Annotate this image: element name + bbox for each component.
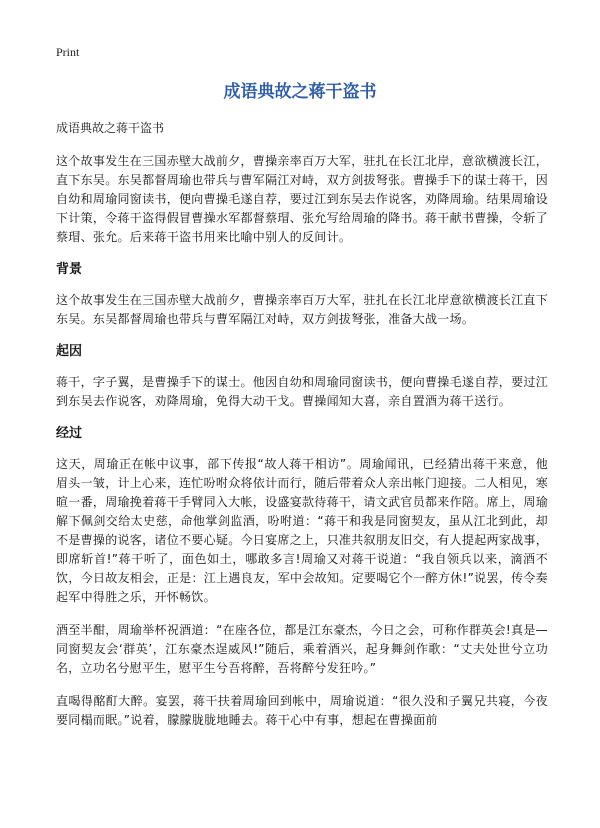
article-body: [56, 120, 548, 744]
section-heading: 背景: [56, 262, 83, 277]
intro-paragraph: 这个故事发生在三国赤壁大战前夕，曹操亲率百万大军，驻扎在长江北岸，意欲横渡长江，直下东吴。东吴都督周瑜也带兵与曹军隔江对峙，双方剑拔弩张。曹操手下的谋士蒋干，因自幼和周瑜同窗读书，便向曹操毛遂自荐，要过江到东吴去作说客，劝降周瑜。结果周瑜设下计策，令蒋干盗得假冒曹操水军都督蔡瑁、张允写给周瑜的降书。蒋干献书曹操，令斩了蔡瑁、张允。后来蒋干盗书用来比喻中别人的反间计。: [56, 154, 549, 244]
page-title: 成语典故之蒋干盗书: [223, 82, 377, 102]
section-paragraph: 直喝得酩酊大醉。宴罢，蒋干扶着周瑜回到帐中，周瑜说道：“很久没和子翼兄共寝，今夜要同榻而眠。”说着，朦朦胧胧地睡去。蒋干心中有事，想起在曹操面前: [56, 694, 548, 727]
section-paragraph: 这天，周瑜正在帐中议事，部下传报“故人蒋干相访”。周瑜闻讯，已经猜出蒋干来意，他眉头一皱，计上心来，连忙吩咐众将依计而行，随后带着众人亲出帐门迎接。二人相见，寒暄一番，周瑜挽着蒋干手臂同入大帐，设盛宴款待蒋干，请文武官员都来作陪。席上，周瑜解下佩剑交给太史慈，命他掌剑监酒，吩咐道：“蒋干和我是同窗契友，虽从江北到此，却不是曹操的说客，诸位不要心疑。今日宴席之上，只准共叙朋友旧交，有人提起两家战事，即席斩首!”蒋干听了，面色如土，哪敢多言!周瑜又对蒋干说道：“我自领兵以来，滴酒不饮，今日故友相会，正是：江上遇良友，军中会故知。定要喝它个一醉方休!”说罢，传令奏起军中得胜之乐，开怀畅饮。: [56, 457, 549, 604]
section-paragraph: 蒋干，字子翼，是曹操手下的谋士。他因自幼和周瑜同窗读书，便向曹操毛遂自荐，要过江到东吴去作说客，劝降周瑜，免得大动干戈。曹操闻知大喜，亲自置酒为蒋干送行。: [56, 375, 549, 408]
section-paragraph: 这个故事发生在三国赤壁大战前夕，曹操亲率百万大军，驻扎在长江北岸意欲横渡长江直下东吴。东吴都督周瑜也带兵与曹军隔江对峙，双方剑拔弩张，准备大战一场。: [56, 293, 549, 326]
section-process: [56, 425, 548, 730]
section-paragraph: 酒至半酣，周瑜举杯祝酒道：“在座各位，都是江东豪杰，今日之会，可称作群英会!真是—同窗契友会‘群英’，江东豪杰逞威风!”随后，乘着酒兴，起身舞剑作歌：“丈夫处世兮立功名，立功名兮慰平生，慰平生兮吾将醉，吾将醉兮发狂吟。”: [56, 623, 548, 675]
section-cause: [56, 343, 548, 411]
print-label: Print: [56, 45, 80, 59]
section-background: [56, 261, 548, 329]
article-subtitle: 成语典故之蒋干盗书: [56, 121, 165, 135]
section-heading: 经过: [56, 426, 83, 441]
section-heading: 起因: [56, 344, 83, 359]
